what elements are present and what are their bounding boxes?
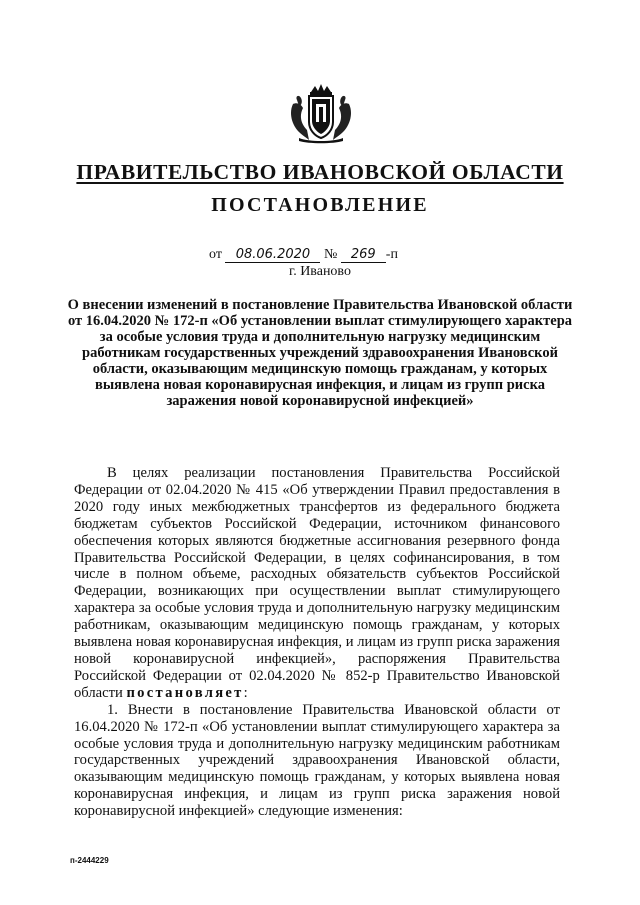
document-type: ПОСТАНОВЛЕНИЕ bbox=[211, 194, 429, 216]
number-suffix: -п bbox=[385, 247, 398, 262]
decree-colon: : bbox=[243, 684, 248, 701]
organization-title bbox=[0, 160, 640, 185]
body-paragraph-2: 1. Внести в постановление Правительства Ивановской области от 16.04.2020 № 172-п «Об установлении выплат стимулирующего характера за особые условия труда и дополнительную нагрузку медицинским работникам государственных учреждений здравоохранения Ивановской области, оказывающим медицинскую помощь гражданам, у которых выявлена новая коронавирусная инфекция, и лицам из групп риска заражения новой коронавирусной инфекцией» следующие изменения: bbox=[74, 701, 560, 820]
decree-word: постановляет bbox=[126, 684, 244, 701]
document-number: 269 bbox=[341, 247, 386, 263]
document-body bbox=[74, 465, 560, 820]
body-paragraph-1 bbox=[74, 465, 560, 702]
organization-title-text: ПРАВИТЕЛЬСТВО ИВАНОВСКОЙ ОБЛАСТИ bbox=[76, 160, 564, 184]
number-prefix: № bbox=[323, 247, 338, 262]
paragraph-1-text: В целях реализации постановления Правительства Российской Федерации от 02.04.2020 № 415 «Об утверждении Правил предоставления в 2020 году иных межбюджетных трансфертов из федерального бюджета бюджетам субъектов Российской Федерации, источником финансового обеспечения которых являются бюджетные ассигнования резервного фонда Правительства Российской Федерации, в целях софинансирования, в том числе в полном объеме, расходных обязательств субъектов Российской Федерации, возникающих при осуществлении выплат стимулирующего характера за особые условия труда и дополнительную нагрузку медицинским работникам, оказывающим медицинскую помощь гражданам, у которых выявлена новая коронавирусная инфекция, и лицам из групп риска заражения новой коронавирусной инфекцией», распоряжения Правительства Российской Федерации от 02.04.2020 № 852-р Правительство Ивановской области bbox=[74, 465, 560, 701]
date-number-line bbox=[209, 247, 398, 263]
document-date: 08.06.2020 bbox=[225, 247, 320, 263]
document-code: п-2444229 bbox=[70, 856, 109, 865]
city: г. Иваново bbox=[289, 264, 351, 279]
document-subject: О внесении изменений в постановление Правительства Ивановской области от 16.04.2020 № 172-п «Об установлении выплат стимулирующего характера за особые условия труда и дополнительную нагрузку медицинским работникам государственных учреждений здравоохранения Ивановской области, оказывающим медицинскую помощь гражданам, у которых выявлена новая коронавирусная инфекция, и лицам из групп риска заражения новой коронавирусной инфекцией» bbox=[67, 297, 573, 409]
ivanovo-coat-of-arms-icon bbox=[285, 82, 357, 144]
date-prefix: от bbox=[209, 247, 222, 262]
